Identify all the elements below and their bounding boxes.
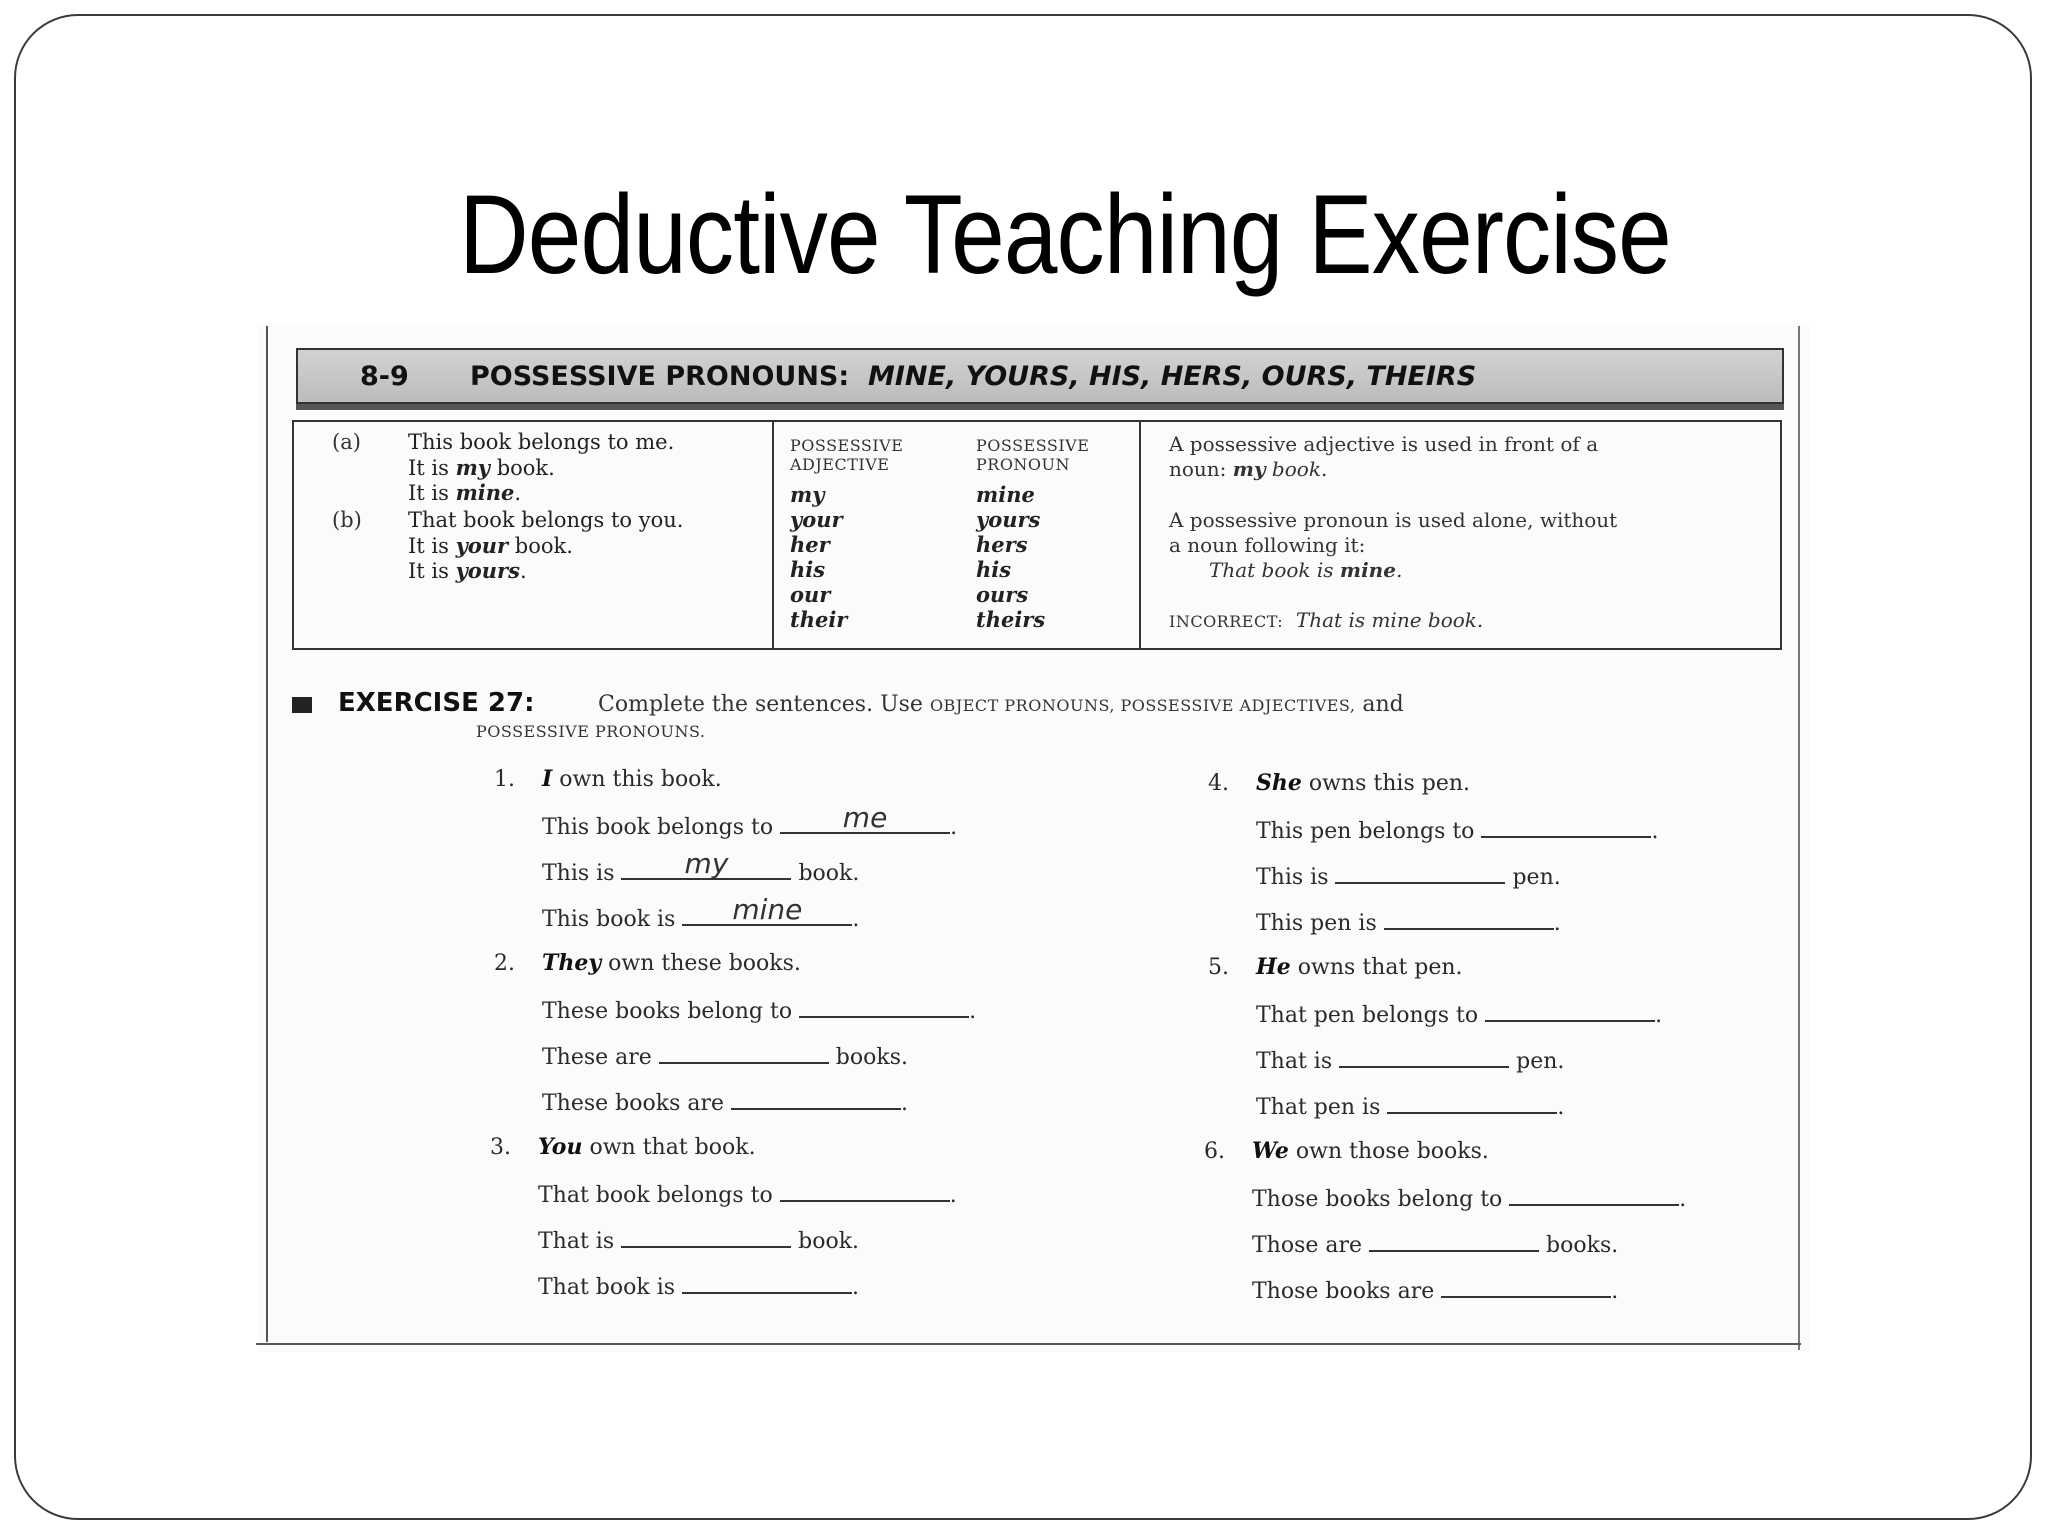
answer-blank[interactable] <box>1485 1000 1655 1022</box>
pronoun-item: hers <box>976 532 1028 557</box>
answer-blank[interactable] <box>1339 1046 1509 1068</box>
rule-text: A possessive adjective is used in front of a <box>1169 432 1599 456</box>
rule-text: noun: my book. <box>1169 457 1328 481</box>
answer-blank[interactable] <box>1387 1092 1557 1114</box>
answer-blank[interactable] <box>659 1042 829 1064</box>
chart-title <box>470 361 1476 392</box>
answer-blank[interactable]: my <box>621 858 791 880</box>
pronoun-item: yours <box>976 507 1041 532</box>
pronoun-item: mine <box>976 482 1035 507</box>
fill-line: This is my book. <box>542 847 860 886</box>
fill-line: That is book. <box>538 1226 859 1254</box>
fill-line: Those are books. <box>1252 1230 1618 1258</box>
answer-blank[interactable] <box>621 1226 791 1248</box>
rule-example: That book is mine. <box>1209 558 1403 582</box>
scan-right-border <box>1798 326 1800 1350</box>
example-line: It is my book. <box>408 455 555 480</box>
fill-line: These are books. <box>542 1042 908 1070</box>
answer-blank[interactable] <box>731 1088 901 1110</box>
pronoun-column-header: POSSESSIVE PRONOUN <box>976 436 1090 474</box>
fill-line: This pen belongs to . <box>1256 816 1658 844</box>
fill-line: That book is . <box>538 1272 859 1300</box>
exercise-instruction: Complete the sentences. Use OBJECT PRONOUNS, POSSESSIVE ADJECTIVES, and <box>598 692 1404 717</box>
answer-blank[interactable]: mine <box>682 904 852 926</box>
bullet-square-icon <box>292 697 312 713</box>
exercise-label: EXERCISE 27: <box>338 688 535 718</box>
pronoun-item: theirs <box>976 607 1046 632</box>
item-prompt: 2. They own these books. <box>494 950 801 976</box>
adjective-item: her <box>790 532 830 557</box>
example-line: It is yours. <box>408 558 527 583</box>
example-line: It is your book. <box>408 533 573 558</box>
fill-line: That book belongs to . <box>538 1180 957 1208</box>
exercise-instruction-continued: POSSESSIVE PRONOUNS. <box>476 722 706 741</box>
chart-number: 8-9 <box>360 360 409 392</box>
adjective-item: their <box>790 607 848 632</box>
rule-text: A possessive pronoun is used alone, without <box>1169 508 1618 532</box>
adjective-item: my <box>790 482 825 507</box>
scan-bottom-border <box>256 1343 1801 1345</box>
adjective-item: your <box>790 507 843 532</box>
chart-title-list: MINE, YOURS, HIS, HERS, OURS, THEIRS <box>868 360 1477 392</box>
column-divider <box>772 422 774 648</box>
fill-line: Those books belong to . <box>1252 1184 1686 1212</box>
incorrect-example: INCORRECT: That is mine book. <box>1169 608 1484 632</box>
answer-blank[interactable] <box>1509 1184 1679 1206</box>
slide-title: Deductive Teaching Exercise <box>459 172 1671 297</box>
pronoun-item: ours <box>976 582 1029 607</box>
item-prompt: 5. He owns that pen. <box>1208 954 1463 980</box>
answer-blank[interactable] <box>1369 1230 1539 1252</box>
fill-line: This pen is . <box>1256 908 1561 936</box>
example-line: It is mine. <box>408 480 522 505</box>
answer-blank[interactable] <box>1335 862 1505 884</box>
answer-blank[interactable] <box>1441 1276 1611 1298</box>
pronoun-item: his <box>976 557 1012 582</box>
example-tag: (b) <box>332 508 362 532</box>
scan-left-border <box>266 326 268 1342</box>
example-line: That book belongs to you. <box>408 508 684 532</box>
fill-line: That is pen. <box>1256 1046 1564 1074</box>
chart-title-label: POSSESSIVE PRONOUNS: <box>470 360 850 392</box>
fill-line: Those books are . <box>1252 1276 1618 1304</box>
example-line: This book belongs to me. <box>408 430 675 454</box>
adjective-item: his <box>790 557 826 582</box>
item-prompt: 1. I own this book. <box>494 766 722 792</box>
grammar-chart <box>292 420 1782 650</box>
fill-line: That pen belongs to . <box>1256 1000 1662 1028</box>
example-tag: (a) <box>332 430 361 454</box>
fill-line: This book belongs to me . <box>542 801 958 840</box>
item-prompt: 4. She owns this pen. <box>1208 770 1471 796</box>
answer-blank[interactable] <box>780 1180 950 1202</box>
answer-blank[interactable] <box>1384 908 1554 930</box>
fill-line: That pen is . <box>1256 1092 1564 1120</box>
item-prompt: 6. We own those books. <box>1204 1138 1489 1164</box>
answer-blank[interactable] <box>682 1272 852 1294</box>
fill-line: This is pen. <box>1256 862 1561 890</box>
answer-blank[interactable] <box>1481 816 1651 838</box>
item-prompt: 3. You own that book. <box>490 1134 756 1160</box>
fill-line: These books belong to . <box>542 996 976 1024</box>
column-divider <box>1139 422 1141 648</box>
rule-text: a noun following it: <box>1169 533 1366 557</box>
adjective-column-header: POSSESSIVE ADJECTIVE <box>790 436 904 474</box>
answer-blank[interactable]: me <box>780 812 950 834</box>
chart-heading-bar <box>296 348 1784 404</box>
adjective-item: our <box>790 582 831 607</box>
answer-blank[interactable] <box>799 996 969 1018</box>
fill-line: This book is mine . <box>542 893 860 932</box>
fill-line: These books are . <box>542 1088 908 1116</box>
